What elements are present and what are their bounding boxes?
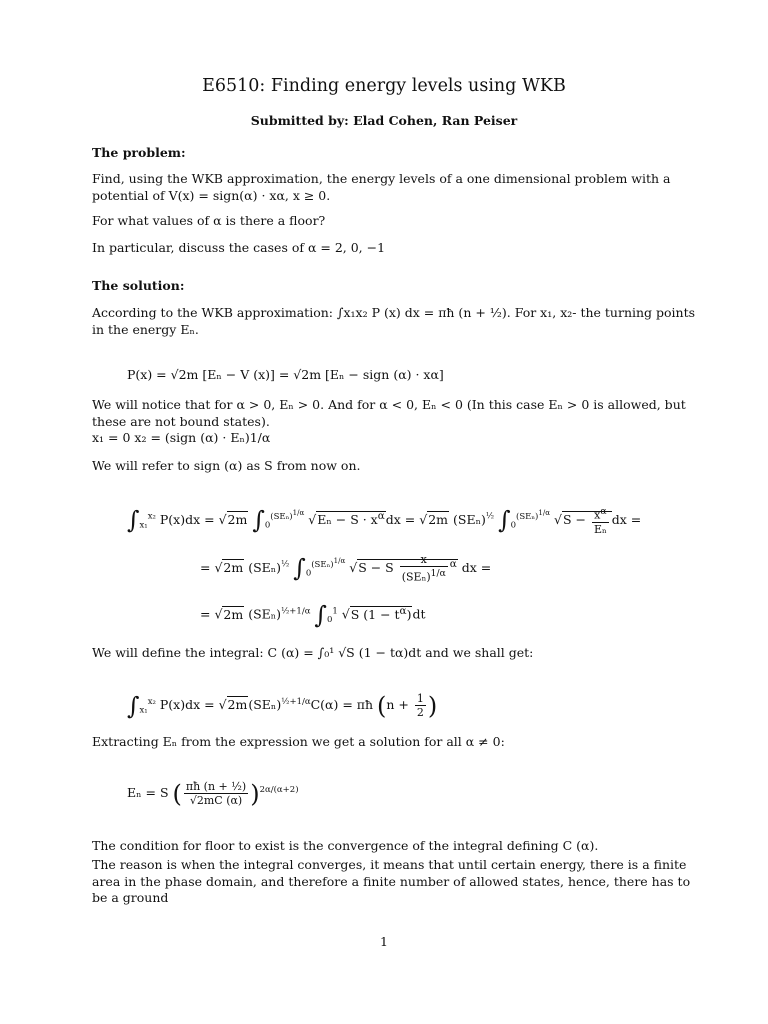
solution-paragraph-3: We will refer to sign (α) as S from now on. [92,458,361,473]
solution-paragraph-2: We will notice that for α > 0, Eₙ > 0. And for α < 0, Eₙ < 0 (In this case Eₙ > 0 is allowed, but these are not bound states). [92,397,686,429]
integral-equation-line-1: $\int_{x_1}^{x_2}$ P(x)dx = √2m $\int_0^{(SE_n)^{1/\alpha}}$ $√E_n - S \cdot x^\alpha dx = √2m$ $(SE_n)^{\frac{1}{2}}$ $\int_0^{(SE_n)^{1/\alpha}}$ √S − $\frac{x^\alpha}{\text{Eₙ}}$ dx = [127,506,642,536]
problem-heading: The problem: [92,145,186,160]
problem-paragraph-1: Find, using the WKB approximation, the energy levels of a one dimensional problem with a potential of V(x) = sign(α) · xα, x ≥ 0. [92,171,671,203]
solution-paragraph-7: The reason is when the integral converges, it means that until certain energy, there is a finite area in the phase domain, and therefore a finite number of allowed states, hence, there has to be a ground [92,857,691,905]
solution-paragraph-5: Extracting Eₙ from the expression we get a solution for all α ≠ 0: [92,734,505,749]
turning-points: x₁ = 0 x₂ = (sign (α) · Eₙ)1/α [92,430,271,445]
author-line: Submitted by: Elad Cohen, Ran Peiser [250,113,518,128]
energy-solution-equation: Eₙ = S ( $\frac{\text{πħ (n + ½)}}{√2mC (\alpha)}$ )$^{2\alpha/(\alpha+2)}$ [127,779,299,808]
momentum-equation: P(x) = √2m [Eₙ − V (x)] = √2m [Eₙ − sign (α) · xα] [127,367,444,382]
integral-equation-line-2: = √2m $(SE_n)^{\frac{1}{2}}$ $\int_0^{(SE_n)^{1/\alpha}}$ √S − S $\frac{x}{(SE_n)^{1/\alpha}}$ $^\alpha$ dx = [200,553,492,584]
solution-heading: The solution: [92,278,185,293]
quantization-equation: $\int_{x_1}^{x_2}$ $P(x)dx = √2m(SE_n)^{\frac{1}{2}+1/\alpha}C(\alpha)$ = πħ (n + $\frac{1}{2}$ ) [127,691,438,720]
problem-paragraph-2: For what values of α is there a floor? [92,213,326,228]
integral-equation-line-3: = √2m $(SE_n)^{\frac{1}{2}+1/\alpha}$ $\int_0^1$ √S $(1 - t^\alpha)dt$ [200,601,426,629]
solution-paragraph-1: According to the WKB approximation: ∫x₁x₂ P (x) dx = πħ (n + ½). For x₁, x₂- the turning points in the energy Eₙ. [92,305,696,337]
solution-paragraph-6: The condition for floor to exist is the convergence of the integral defining C (α). [92,838,599,853]
page-number: 1 [380,934,388,949]
document-title: E6510: Finding energy levels using WKB [202,76,566,96]
solution-paragraph-4: We will define the integral: C (α) = ∫₀¹ √S (1 − tα)dt and we shall get: [92,645,534,660]
problem-paragraph-3: In particular, discuss the cases of α = 2, 0, −1 [92,240,386,255]
